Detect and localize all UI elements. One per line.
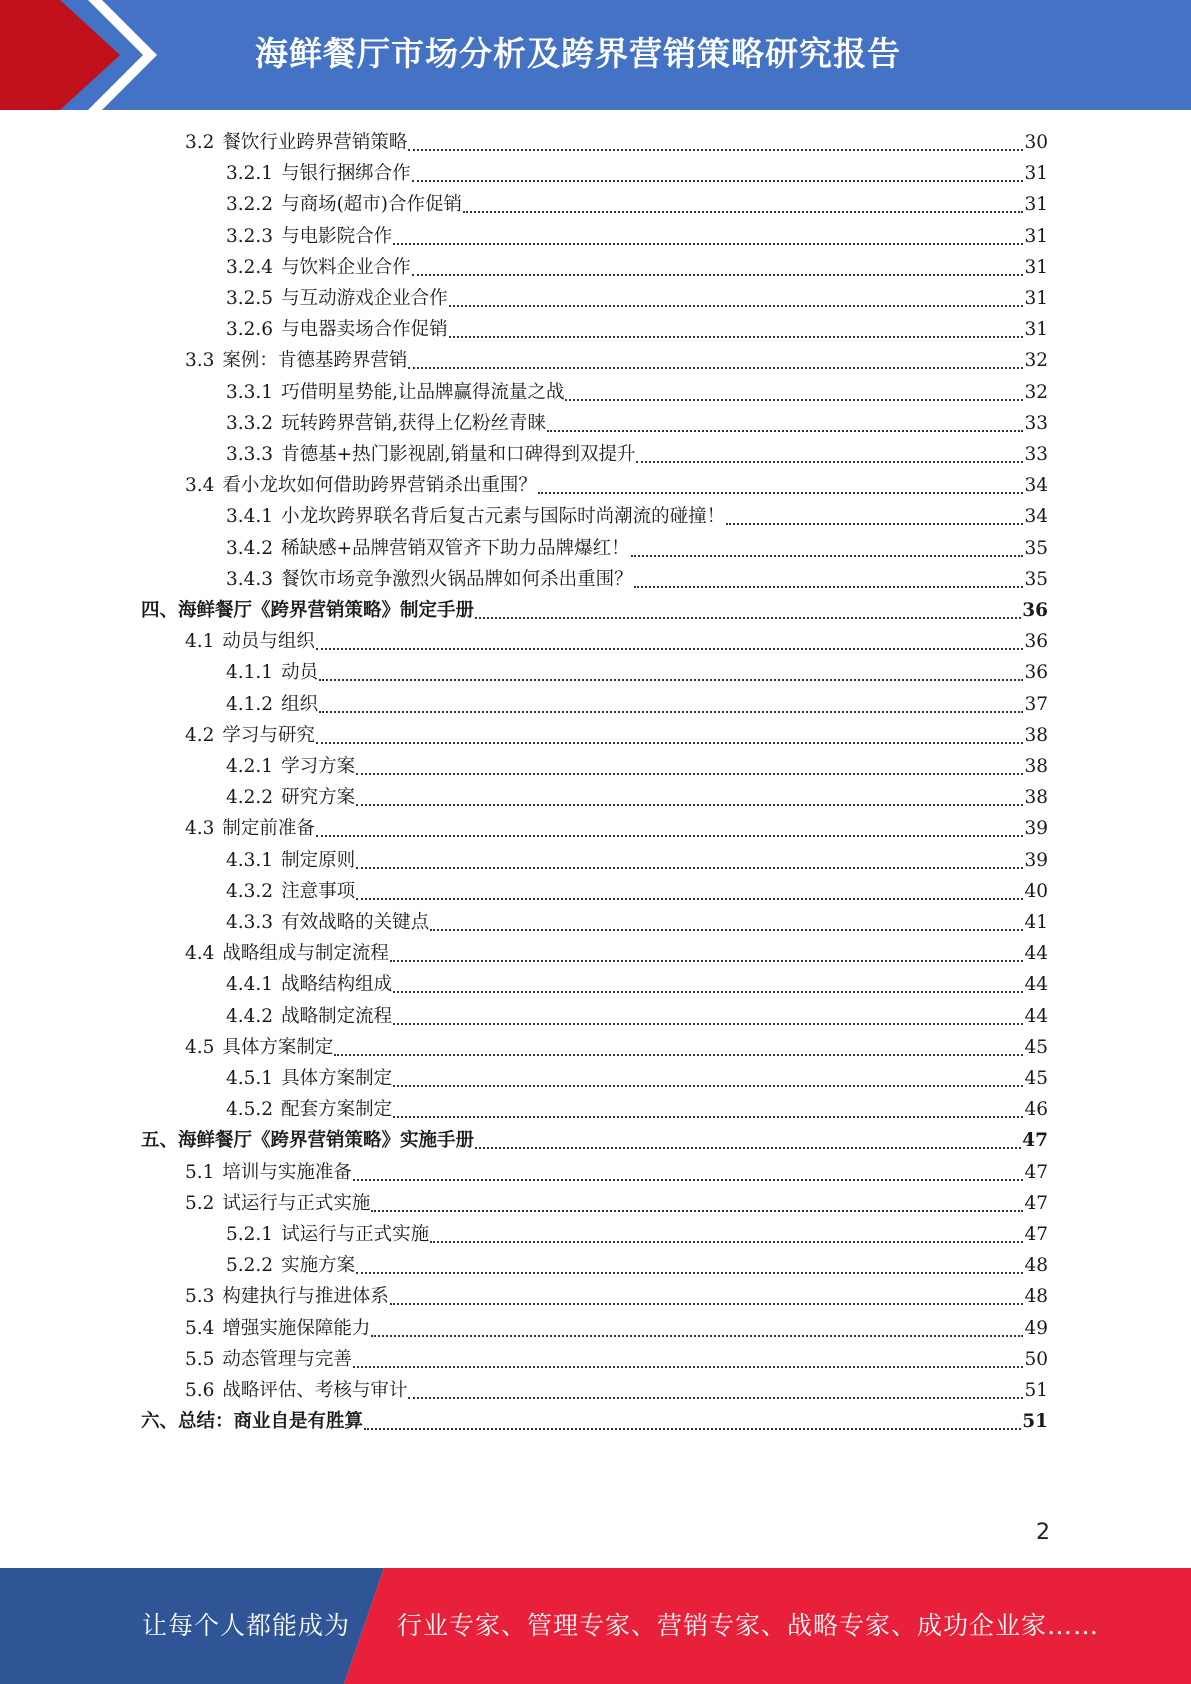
toc-dot-leader — [393, 1023, 1023, 1025]
toc-entry-title: 战略组成与制定流程 — [222, 943, 389, 965]
toc-entry[interactable] — [185, 626, 1048, 657]
toc-entry-title: 试运行与正式实施 — [222, 1192, 371, 1214]
toc-entry-number: 3.3 — [185, 350, 215, 372]
toc-entry[interactable] — [185, 1313, 1048, 1344]
toc-dot-leader — [634, 586, 1024, 588]
toc-entry-title: 巧借明星势能,让品牌赢得流量之战 — [281, 381, 565, 403]
toc-entry-number: 4.5.2 — [226, 1099, 274, 1121]
toc-entry-title: 试运行与正式实施 — [281, 1224, 430, 1245]
toc-entry-title: 与商场(超市)合作促销 — [281, 194, 463, 216]
toc-dot-leader — [449, 305, 1024, 307]
toc-entry[interactable] — [226, 876, 1048, 907]
footer-slogan-right: 行业专家、管理专家、营销专家、战略专家、成功企业家…… — [397, 1611, 1100, 1640]
toc-entry[interactable] — [226, 564, 1048, 595]
toc-entry-title: 配套方案制定 — [281, 1099, 393, 1121]
toc-dot-leader — [565, 399, 1023, 401]
toc-entry-page: 31 — [1024, 319, 1048, 341]
toc-entry[interactable] — [226, 751, 1048, 782]
toc-entry-title: 案例：肯德基跨界营销 — [222, 350, 408, 372]
toc-entry-title: 总结：商业自是有胜算 — [178, 1411, 364, 1433]
toc-entry-number: 3.2.5 — [226, 288, 274, 309]
toc-entry-page: 30 — [1024, 132, 1048, 153]
toc-dot-leader — [726, 523, 1023, 525]
toc-entry-page: 48 — [1024, 1286, 1048, 1308]
toc-entry[interactable] — [226, 969, 1048, 1000]
toc-entry-page: 44 — [1024, 943, 1048, 965]
toc-entry-page: 31 — [1024, 256, 1048, 278]
toc-entry-number: 4.1.2 — [226, 693, 274, 715]
toc-entry-page: 37 — [1024, 693, 1048, 715]
toc-entry-page: 39 — [1024, 818, 1048, 840]
toc-entry[interactable] — [226, 1063, 1048, 1094]
toc-entry[interactable] — [226, 501, 1048, 532]
toc-entry-title: 动态管理与完善 — [222, 1348, 352, 1370]
document-title: 海鲜餐厅市场分析及跨界营销策略研究报告 — [255, 34, 901, 73]
toc-entry-page: 36 — [1024, 662, 1048, 684]
toc-entry[interactable] — [141, 1406, 1048, 1437]
toc-entry-page: 34 — [1024, 475, 1048, 497]
toc-entry-page: 40 — [1024, 880, 1048, 902]
toc-entry[interactable] — [185, 1375, 1048, 1406]
toc-dot-leader — [390, 960, 1024, 962]
toc-entry-number: 4.4.1 — [226, 974, 274, 996]
toc-dot-leader — [463, 211, 1023, 213]
toc-dot-leader — [319, 679, 1023, 681]
toc-entry-page: 47 — [1024, 1161, 1048, 1183]
toc-dot-leader — [356, 867, 1023, 869]
toc-dot-leader — [412, 180, 1024, 182]
toc-dot-leader — [408, 1397, 1023, 1399]
toc-entry-page: 47 — [1024, 1192, 1048, 1214]
toc-entry-page: 31 — [1024, 225, 1048, 247]
toc-entry[interactable] — [185, 470, 1048, 501]
toc-entry-title: 稀缺感+品牌营销双管齐下助力品牌爆红！ — [281, 537, 630, 559]
toc-entry[interactable] — [226, 189, 1048, 220]
toc-entry-page: 36 — [1024, 631, 1048, 653]
toc-entry-number: 4.5.1 — [226, 1068, 274, 1089]
toc-entry-number: 3.3.2 — [226, 412, 274, 434]
toc-entry-page: 33 — [1024, 412, 1048, 434]
toc-entry[interactable] — [226, 533, 1048, 564]
toc-entry-page: 47 — [1022, 1130, 1048, 1152]
toc-entry-title: 具体方案制定 — [281, 1068, 393, 1089]
toc-dot-leader — [430, 1241, 1023, 1243]
toc-entry-page: 39 — [1024, 849, 1048, 871]
toc-entry-page: 31 — [1024, 288, 1048, 309]
toc-entry-number: 5.3 — [185, 1286, 215, 1308]
toc-entry-title: 餐饮市场竞争激烈火锅品牌如何杀出重围？ — [281, 568, 633, 590]
toc-entry[interactable] — [185, 345, 1048, 376]
toc-entry-number: 4.2 — [185, 724, 215, 746]
toc-dot-leader — [393, 1116, 1023, 1118]
toc-entry-number: 4.3.1 — [226, 849, 274, 871]
toc-entry-title: 与饮料企业合作 — [281, 256, 411, 278]
toc-entry[interactable] — [226, 283, 1048, 314]
toc-entry-title: 与电器卖场合作促销 — [281, 319, 448, 341]
toc-dot-leader — [371, 1210, 1023, 1212]
toc-entry-number: 4.2.1 — [226, 756, 274, 777]
toc-entry-number: 3.2.1 — [226, 163, 274, 185]
toc-dot-leader — [390, 1303, 1024, 1305]
footer-banner — [0, 1568, 1191, 1684]
toc-entry-number: 5.1 — [185, 1161, 215, 1183]
toc-entry-number: 3.4 — [185, 475, 215, 497]
toc-entry[interactable] — [226, 657, 1048, 688]
toc-dot-leader — [408, 149, 1023, 151]
toc-entry-number: 5.5 — [185, 1348, 215, 1370]
toc-entry-title: 注意事项 — [281, 880, 356, 902]
page-number: 2 — [1036, 1520, 1050, 1545]
toc-dot-leader — [316, 742, 1024, 744]
toc-entry-page: 32 — [1024, 350, 1048, 372]
toc-dot-leader — [353, 1179, 1024, 1181]
toc-entry-number: 5.2.2 — [226, 1255, 274, 1277]
toc-dot-leader — [408, 367, 1023, 369]
footer-slogan-left: 让每个人都能成为 — [142, 1611, 351, 1640]
toc-entry[interactable] — [226, 252, 1048, 283]
toc-dot-leader — [353, 1366, 1024, 1368]
toc-entry-number: 3.4.3 — [226, 568, 274, 590]
toc-entry-title: 与互动游戏企业合作 — [281, 288, 448, 309]
toc-dot-leader — [393, 243, 1023, 245]
header-bar — [0, 0, 1191, 110]
toc-entry[interactable] — [226, 845, 1048, 876]
toc-entry-title: 餐饮行业跨界营销策略 — [222, 132, 408, 153]
toc-entry-number: 4.4.2 — [226, 1005, 274, 1027]
toc-entry-number: 3.2.6 — [226, 319, 274, 341]
toc-dot-leader — [636, 461, 1023, 463]
toc-dot-leader — [371, 1335, 1023, 1337]
toc-entry-number: 3.2 — [185, 132, 215, 153]
toc-entry[interactable] — [226, 1001, 1048, 1032]
toc-entry[interactable] — [226, 158, 1048, 189]
toc-entry[interactable] — [185, 1157, 1048, 1188]
toc-entry[interactable] — [185, 1188, 1048, 1219]
toc-entry-page: 35 — [1024, 568, 1048, 590]
toc-entry-page: 32 — [1024, 381, 1048, 403]
toc-entry-page: 36 — [1022, 600, 1048, 621]
toc-entry-title: 与电影院合作 — [281, 225, 393, 247]
toc-entry[interactable] — [185, 938, 1048, 969]
toc-entry-page: 34 — [1024, 506, 1048, 528]
toc-dot-leader — [475, 1147, 1021, 1149]
toc-dot-leader — [316, 648, 1024, 650]
toc-entry-title: 组织 — [281, 693, 319, 715]
toc-entry[interactable] — [185, 127, 1048, 158]
toc-entry-number: 4.1 — [185, 631, 215, 653]
toc-entry-number: 四、 — [141, 600, 179, 621]
toc-entry-title: 学习方案 — [281, 756, 356, 777]
toc-entry-page: 51 — [1022, 1411, 1048, 1433]
toc-entry-page: 45 — [1024, 1036, 1048, 1058]
toc-dot-leader — [319, 711, 1023, 713]
toc-entry-page: 33 — [1024, 444, 1048, 465]
toc-entry-number: 3.2.2 — [226, 194, 274, 216]
toc-entry-number: 3.4.1 — [226, 506, 274, 528]
toc-entry-page: 38 — [1024, 724, 1048, 746]
toc-entry-number: 5.2 — [185, 1192, 215, 1214]
toc-entry-title: 学习与研究 — [222, 724, 315, 746]
toc-dot-leader — [393, 1085, 1023, 1087]
toc-entry-title: 实施方案 — [281, 1255, 356, 1277]
toc-entry-number: 3.3.3 — [226, 444, 274, 465]
toc-entry-page: 31 — [1024, 194, 1048, 216]
toc-entry-number: 4.3.3 — [226, 912, 274, 933]
toc-dot-leader — [412, 274, 1024, 276]
toc-entry-number: 4.5 — [185, 1036, 215, 1058]
toc-entry-number: 3.2.4 — [226, 256, 274, 278]
toc-entry-number: 3.4.2 — [226, 537, 274, 559]
toc-entry-title: 动员与组织 — [222, 631, 315, 653]
toc-entry-page: 47 — [1024, 1224, 1048, 1245]
toc-entry[interactable] — [226, 1219, 1048, 1250]
toc-entry-page: 46 — [1024, 1099, 1048, 1121]
toc-entry[interactable] — [185, 813, 1048, 844]
toc-entry[interactable] — [185, 1281, 1048, 1312]
toc-entry-title: 有效战略的关键点 — [281, 912, 430, 933]
toc-entry-title: 构建执行与推进体系 — [222, 1286, 389, 1308]
toc-entry-number: 5.2.1 — [226, 1224, 274, 1245]
toc-entry-number: 4.2.2 — [226, 787, 274, 809]
toc-dot-leader — [538, 492, 1024, 494]
toc-entry-title: 看小龙坎如何借助跨界营销杀出重围？ — [222, 475, 537, 497]
toc-entry-number: 4.1.1 — [226, 662, 274, 684]
toc-entry-page: 51 — [1024, 1380, 1048, 1401]
toc-entry-title: 与银行捆绑合作 — [281, 163, 411, 185]
toc-entry[interactable] — [226, 377, 1048, 408]
toc-dot-leader — [334, 1054, 1023, 1056]
toc-entry[interactable] — [141, 1125, 1048, 1156]
toc-entry-page: 49 — [1024, 1317, 1048, 1339]
toc-entry-page: 38 — [1024, 756, 1048, 777]
toc-entry[interactable] — [185, 1344, 1048, 1375]
toc-entry-title: 制定原则 — [281, 849, 356, 871]
toc-entry-page: 35 — [1024, 537, 1048, 559]
toc-dot-leader — [631, 555, 1024, 557]
toc-entry-title: 战略结构组成 — [281, 974, 393, 996]
toc-entry[interactable] — [226, 439, 1048, 470]
toc-entry-page: 45 — [1024, 1068, 1048, 1089]
toc-entry[interactable] — [141, 595, 1048, 626]
toc-entry-title: 动员 — [281, 662, 319, 684]
toc-entry-title: 海鲜餐厅《跨界营销策略》制定手册 — [178, 600, 475, 621]
toc-entry-page: 31 — [1024, 163, 1048, 185]
toc-dot-leader — [393, 991, 1023, 993]
toc-entry-number: 3.2.3 — [226, 225, 274, 247]
toc-entry-title: 研究方案 — [281, 787, 356, 809]
toc-entry[interactable] — [226, 221, 1048, 252]
toc-entry-title: 海鲜餐厅《跨界营销策略》实施手册 — [178, 1130, 475, 1152]
toc-entry-number: 4.4 — [185, 943, 215, 965]
toc-dot-leader — [356, 804, 1023, 806]
toc-entry-page: 50 — [1024, 1348, 1048, 1370]
toc-entry-number: 五、 — [141, 1130, 179, 1152]
toc-dot-leader — [449, 336, 1024, 338]
toc-dot-leader — [316, 835, 1024, 837]
toc-entry-page: 44 — [1024, 974, 1048, 996]
toc-entry-title: 增强实施保障能力 — [222, 1317, 371, 1339]
toc-dot-leader — [547, 430, 1023, 432]
toc-entry[interactable] — [185, 720, 1048, 751]
toc-entry-number: 5.6 — [185, 1380, 215, 1401]
toc-entry-title: 战略评估、考核与审计 — [222, 1380, 408, 1401]
toc-entry-page: 48 — [1024, 1255, 1048, 1277]
toc-entry-title: 战略制定流程 — [281, 1005, 393, 1027]
toc-entry-number: 六、 — [141, 1411, 179, 1433]
toc-dot-leader — [356, 773, 1023, 775]
toc-entry-title: 培训与实施准备 — [222, 1161, 352, 1183]
toc-entry-number: 5.4 — [185, 1317, 215, 1339]
toc-entry-title: 具体方案制定 — [222, 1036, 334, 1058]
header-arrow-decoration — [0, 0, 160, 110]
toc-entry-title: 小龙坎跨界联名背后复古元素与国际时尚潮流的碰撞！ — [281, 506, 726, 528]
toc-dot-leader — [475, 617, 1021, 619]
toc-dot-leader — [430, 929, 1023, 931]
toc-entry[interactable] — [226, 1250, 1048, 1281]
toc-entry-number: 3.3.1 — [226, 381, 274, 403]
toc-entry[interactable] — [226, 907, 1048, 938]
toc-entry[interactable] — [226, 408, 1048, 439]
toc-dot-leader — [364, 1428, 1021, 1430]
toc-dot-leader — [356, 1272, 1023, 1274]
toc-entry[interactable] — [226, 782, 1048, 813]
toc-entry-page: 41 — [1024, 912, 1048, 933]
toc-entry-title: 制定前准备 — [222, 818, 315, 840]
toc-entry[interactable] — [226, 689, 1048, 720]
toc-entry-number: 4.3.2 — [226, 880, 274, 902]
toc-entry-page: 44 — [1024, 1005, 1048, 1027]
toc-entry-page: 38 — [1024, 787, 1048, 809]
toc-entry[interactable] — [226, 314, 1048, 345]
toc-dot-leader — [356, 898, 1023, 900]
toc-entry[interactable] — [226, 1094, 1048, 1125]
toc-entry-number: 4.3 — [185, 818, 215, 840]
toc-entry-title: 肯德基+热门影视剧,销量和口碑得到双提升 — [281, 444, 636, 465]
toc-entry[interactable] — [185, 1032, 1048, 1063]
toc-entry-title: 玩转跨界营销,获得上亿粉丝青睐 — [281, 412, 546, 434]
